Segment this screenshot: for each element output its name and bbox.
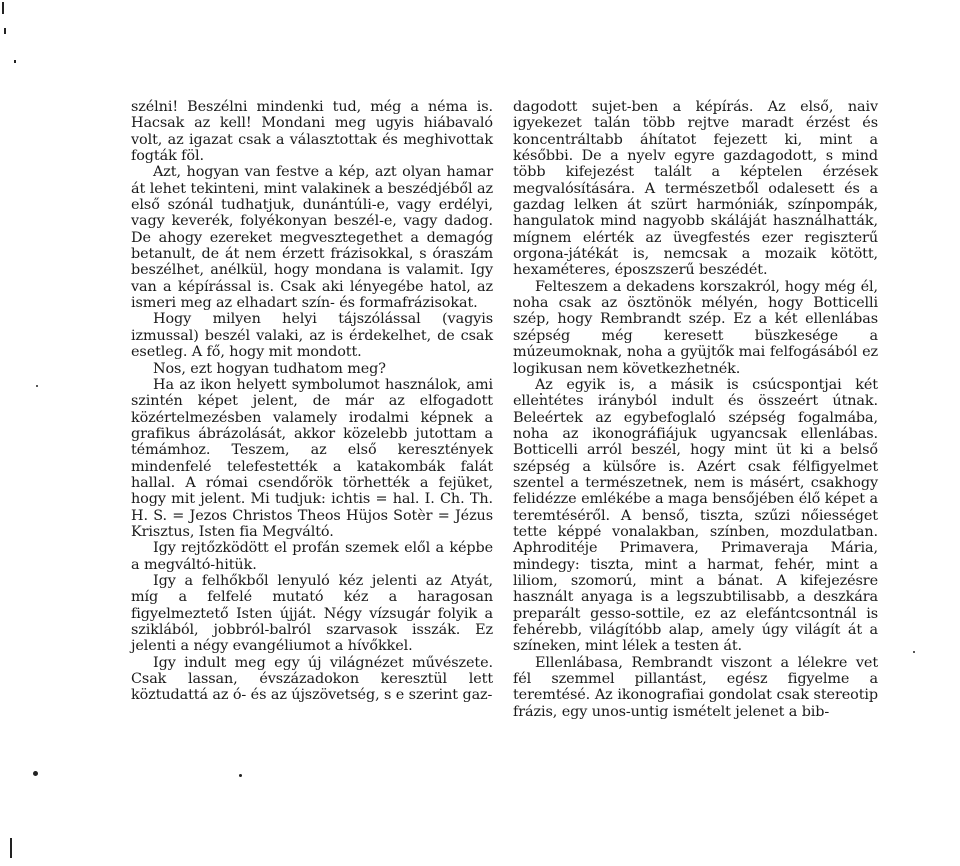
paragraph: Az egyik is, a másik is csúcspontjai két ellentétes irányból indult és összeért útnak. Beleértek az egybefoglaló szépség fogalmába, noha az ikonográfiájuk ugyancsak ellenlábas. Botticelli arról beszél, hogy mint üt ki a belső szépség a külsőre is. Azért csak félfigyelmet szentel a természetnek, nem is másért, csakhogy felidézze emlékébe a maga bensőjében élő képet a teremtéséről. A benső, tiszta, szűzi nőiességet tette képpé vonalakban, színben, mozdulatban. Aphroditéje Primavera, Primaveraja Mária, mindegy: tiszta, mint a harmat, fehér, mint a liliom, szomorú, mint a bánat. A kifejezésre használt anyaga is a legszubtilisabb, a deszkára preparált gesso-sottile, ez az elefántcsontnál is fehérebb, világítóbb alap, amely úgy világít át a színeken, mint lélek a testen át. — [513, 376, 878, 655]
paragraph: Felteszem a dekadens korszakról, hogy még él, noha csak az ösztönök mélyén, hogy Botticelli szép, hogy Rembrandt szép. Ez a két ellenlábas szépség még keresett büszkesége a múzeumoknak, noha a gyüjtők mai felfogásából ez logikusan nem következhetnék. — [513, 278, 878, 377]
scan-speck — [14, 60, 16, 63]
scan-speck — [913, 651, 915, 653]
right-text-column — [513, 99, 878, 720]
scan-speck — [4, 28, 6, 34]
scan-speck — [33, 771, 38, 776]
scan-speck — [36, 385, 38, 387]
paragraph: Igy indult meg egy új világnézet művészete. Csak lassan, évszázadokon keresztül lett köztudattá az ó- és az újszövetség, s e szerint gaz- — [131, 654, 493, 704]
paragraph: Igy rejtőzködött el profán szemek elől a képbe a megváltó-hitük. — [131, 540, 493, 573]
paragraph: Ellenlábasa, Rembrandt viszont a lélekre vet fél szemmel pillantást, egész figyelme a teremtésé. Az ikonografiai gondolat csak stereotip frázis, egy unos-untig ismételt jelenet a bib- — [513, 654, 878, 720]
left-text-column — [131, 99, 493, 704]
scan-speck — [2, 2, 4, 14]
paragraph: Nos, ezt hogyan tudhatom meg? — [153, 360, 386, 377]
scan-speck — [239, 774, 242, 777]
paragraph: Igy a felhőkből lenyuló kéz jelenti az Atyát, míg a felfelé mutató kéz a haragosan figyelmeztető Isten újját. Négy vízsugár folyik a sziklából, jobbról-balról szarvasok isszák. Ez jelenti a négy evangéliumot a hívőkkel. — [131, 572, 493, 655]
paragraph: Azt, hogyan van festve a kép, azt olyan hamar át lehet tekinteni, mint valakinek a beszédjéből az első szónál tudhatjuk, dunántúli-e, vagy erdélyi, vagy keverék, folyékonyan beszél-e, vagy dadog. De ahogy ezereket megvesztegethet a demagóg betanult, de át nem érzett frázisokkal, s óraszám beszélhet, anélkül, hogy mondana is valamit. Igy van a képírással is. Csak aki lényegébe hatol, az ismeri meg az elhadart szín- és formafrázisokat. — [131, 164, 493, 312]
paragraph: szélni! Beszélni mindenki tud, még a néma is. Hacsak az kell! Mondani meg ugyis hiábavaló volt, az igazat csak a választottak és meghivottak fogták föl. — [131, 99, 493, 165]
paragraph: Hogy milyen helyi tájszólással (vagyis izmussal) beszél valaki, az is érdekelhet, de csak esetleg. A fő, hogy mit mondott. — [131, 311, 493, 361]
paragraph: dagodott sujet-ben a képírás. Az első, naiv igyekezet talán több rejtve maradt érzést és koncentráltabb áhítatot fejezett ki, mint a későbbi. De a nyelv egyre gazdagodott, s mind több kifejezést talált a képtelen érzések megvalósítására. A természetből odalesett és a gazdag lelken át szürt harmóniák, színpompák, hangulatok mind nagyobb skáláját használhatták, mígnem elérték az üvegfestés ezer regiszterű orgona-játékát is, nemcsak a mozaik kötött, hexaméteres, époszszerű beszédét. — [513, 99, 878, 279]
paragraph: Ha az ikon helyett symbolumot használok, ami szintén képet jelent, de már az elfogadott közértelmezésben valamely irodalmi képnek a grafikus ábrázolását, akkor közelebb jutottam a témámhoz. Teszem, az első keresztények mindenfelé telefestették a katakombák falát hallal. A római csendőrök törhették a fejüket, hogy mit jelent. Mi tudjuk: ichtis = hal. I. Ch. Th. H. S. = Jezos Christos Theos Hüjos Sotèr = Jézus Krisztus, Isten fia Megváltó. — [131, 376, 493, 540]
scan-speck — [10, 838, 12, 858]
